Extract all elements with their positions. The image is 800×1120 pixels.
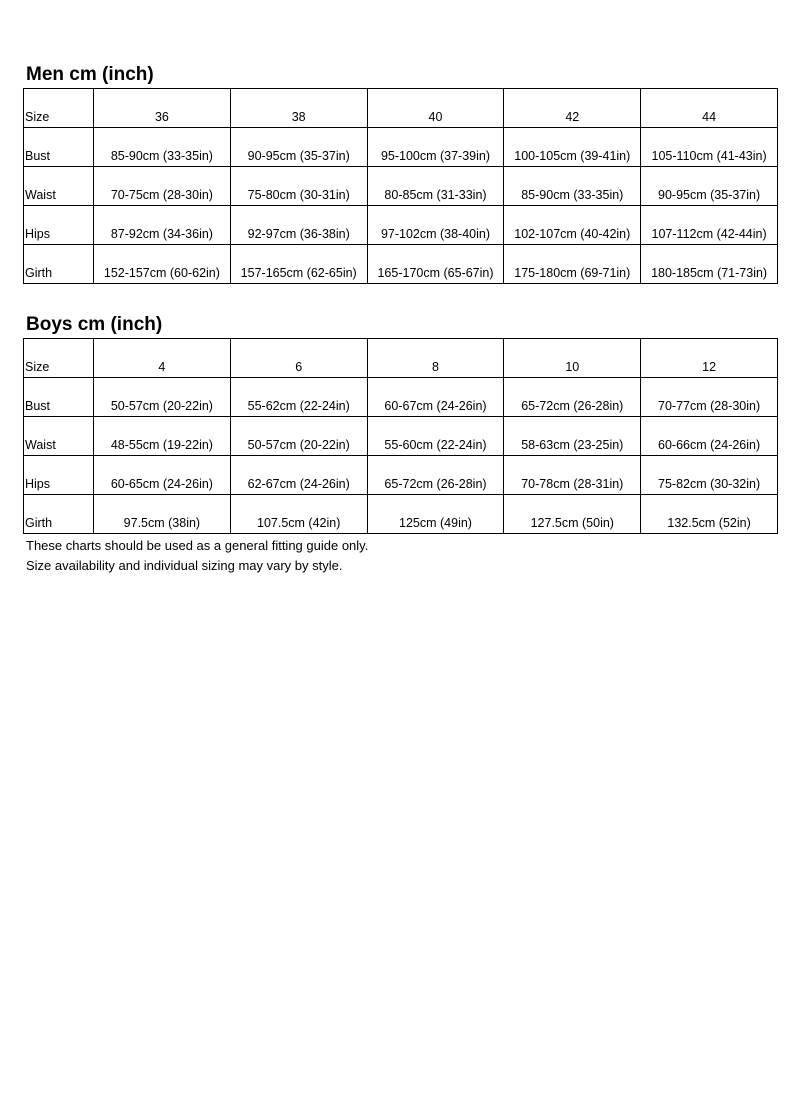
- row-label-cell: Waist: [24, 417, 94, 456]
- measurement-cell: 152-157cm (60-62in): [94, 245, 231, 284]
- boys-size-table: [23, 338, 778, 534]
- measurement-cell: 50-57cm (20-22in): [94, 378, 231, 417]
- boys-chart-title: Boys cm (inch): [26, 314, 163, 335]
- size-header-cell: 44: [641, 89, 778, 128]
- measurement-cell: 87-92cm (34-36in): [94, 206, 231, 245]
- measurement-cell: 105-110cm (41-43in): [641, 128, 778, 167]
- table-row: [24, 206, 778, 245]
- fitting-guide-note: These charts should be used as a general fitting guide only.: [26, 538, 369, 553]
- measurement-cell: 58-63cm (23-25in): [504, 417, 641, 456]
- table-row: [24, 456, 778, 495]
- measurement-cell: 125cm (49in): [367, 495, 504, 534]
- measurement-cell: 102-107cm (40-42in): [504, 206, 641, 245]
- measurement-cell: 180-185cm (71-73in): [641, 245, 778, 284]
- measurement-cell: 60-65cm (24-26in): [94, 456, 231, 495]
- size-header-cell: 42: [504, 89, 641, 128]
- header-label-cell: Size: [24, 89, 94, 128]
- table-row: [24, 167, 778, 206]
- table-header-row: [24, 89, 778, 128]
- measurement-cell: 157-165cm (62-65in): [230, 245, 367, 284]
- measurement-cell: 107.5cm (42in): [230, 495, 367, 534]
- measurement-cell: 62-67cm (24-26in): [230, 456, 367, 495]
- header-label-cell: Size: [24, 339, 94, 378]
- measurement-cell: 80-85cm (31-33in): [367, 167, 504, 206]
- measurement-cell: 90-95cm (35-37in): [641, 167, 778, 206]
- table-row: [24, 128, 778, 167]
- size-header-cell: 12: [641, 339, 778, 378]
- measurement-cell: 65-72cm (26-28in): [367, 456, 504, 495]
- measurement-cell: 75-80cm (30-31in): [230, 167, 367, 206]
- measurement-cell: 97.5cm (38in): [94, 495, 231, 534]
- row-label-cell: Bust: [24, 128, 94, 167]
- measurement-cell: 70-77cm (28-30in): [641, 378, 778, 417]
- measurement-cell: 85-90cm (33-35in): [504, 167, 641, 206]
- table-row: [24, 417, 778, 456]
- table-row: [24, 378, 778, 417]
- measurement-cell: 75-82cm (30-32in): [641, 456, 778, 495]
- men-size-table: [23, 88, 778, 284]
- measurement-cell: 92-97cm (36-38in): [230, 206, 367, 245]
- size-header-cell: 38: [230, 89, 367, 128]
- row-label-cell: Hips: [24, 456, 94, 495]
- table-header-row: [24, 339, 778, 378]
- measurement-cell: 100-105cm (39-41in): [504, 128, 641, 167]
- measurement-cell: 95-100cm (37-39in): [367, 128, 504, 167]
- measurement-cell: 70-75cm (28-30in): [94, 167, 231, 206]
- row-label-cell: Bust: [24, 378, 94, 417]
- measurement-cell: 85-90cm (33-35in): [94, 128, 231, 167]
- measurement-cell: 90-95cm (35-37in): [230, 128, 367, 167]
- row-label-cell: Hips: [24, 206, 94, 245]
- size-header-cell: 10: [504, 339, 641, 378]
- size-header-cell: 8: [367, 339, 504, 378]
- size-header-cell: 36: [94, 89, 231, 128]
- measurement-cell: 165-170cm (65-67in): [367, 245, 504, 284]
- size-availability-note: Size availability and individual sizing may vary by style.: [26, 558, 343, 573]
- measurement-cell: 55-60cm (22-24in): [367, 417, 504, 456]
- table-row: [24, 495, 778, 534]
- measurement-cell: 97-102cm (38-40in): [367, 206, 504, 245]
- size-header-cell: 6: [230, 339, 367, 378]
- measurement-cell: 107-112cm (42-44in): [641, 206, 778, 245]
- measurement-cell: 127.5cm (50in): [504, 495, 641, 534]
- size-header-cell: 4: [94, 339, 231, 378]
- measurement-cell: 132.5cm (52in): [641, 495, 778, 534]
- measurement-cell: 60-67cm (24-26in): [367, 378, 504, 417]
- measurement-cell: 48-55cm (19-22in): [94, 417, 231, 456]
- row-label-cell: Waist: [24, 167, 94, 206]
- measurement-cell: 175-180cm (69-71in): [504, 245, 641, 284]
- row-label-cell: Girth: [24, 245, 94, 284]
- measurement-cell: 70-78cm (28-31in): [504, 456, 641, 495]
- measurement-cell: 55-62cm (22-24in): [230, 378, 367, 417]
- measurement-cell: 60-66cm (24-26in): [641, 417, 778, 456]
- size-header-cell: 40: [367, 89, 504, 128]
- measurement-cell: 65-72cm (26-28in): [504, 378, 641, 417]
- men-chart-title: Men cm (inch): [26, 64, 154, 85]
- measurement-cell: 50-57cm (20-22in): [230, 417, 367, 456]
- table-row: [24, 245, 778, 284]
- row-label-cell: Girth: [24, 495, 94, 534]
